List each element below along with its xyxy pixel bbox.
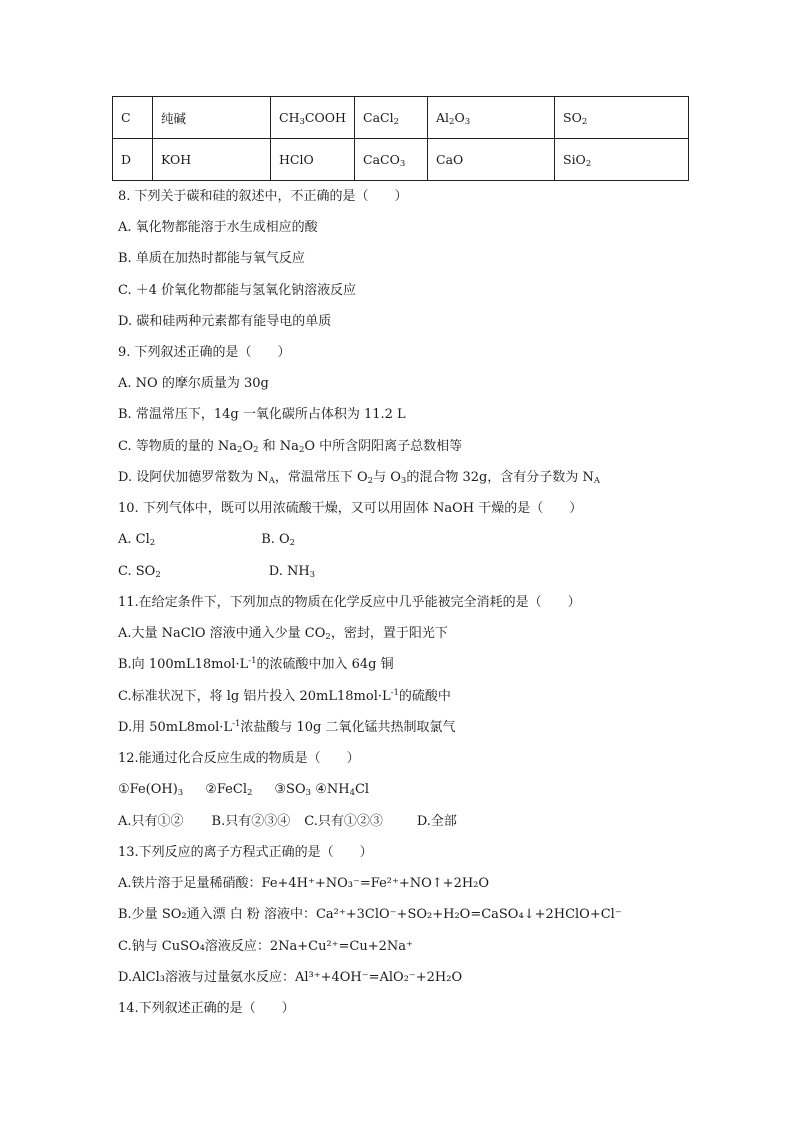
q13-option-d: D.AlCl₃溶液与过量氨水反应：Al³⁺+4OH⁻=AlO₂⁻+2H₂O xyxy=(118,970,463,985)
table-cell: HClO xyxy=(271,139,355,181)
q9-option-c: C. 等物质的量的 $Na_2O_2$ 和 $Na_2O$ 中所含阴阳离子总数相等 xyxy=(118,439,463,455)
q9-option-d: D. 设阿伏加德罗常数为 $N_A$，常温常压下 $O_2$与 $O_3$的混合物 32g，含有分子数为 $N_A$ xyxy=(118,470,600,486)
q11-option-d: D.用 $50mL8mol\cdot L^{-1}$浓盐酸与 10g 二氧化锰共热制取氯气 xyxy=(118,719,456,735)
q8-option-b: B. 单质在加热时都能与氧气反应 xyxy=(118,251,305,266)
q10-option-b: B. $O_2$ xyxy=(261,532,296,548)
q11-stem: 11.在给定条件下，下列加点的物质在化学反应中几乎能被完全消耗的是（ ） xyxy=(118,595,581,610)
q12-option-d: D.全部 xyxy=(416,814,457,829)
table-cell: CaO xyxy=(428,139,555,181)
q8-option-a: A. 氧化物都能溶于水生成相应的酸 xyxy=(118,220,318,235)
q10-options-row1 xyxy=(118,531,295,549)
table-row xyxy=(113,97,689,139)
q13-option-a: A.铁片溶于足量稀硝酸：Fe+4H⁺+NO₃⁻=Fe²⁺+NO↑+2H₂O xyxy=(118,876,490,891)
table-cell: 纯碱 xyxy=(153,97,271,139)
table-cell: C xyxy=(113,97,153,139)
q10-option-a: A. $Cl_2$ xyxy=(118,532,156,548)
q13-option-b: B.少量 SO₂通入漂 白 粉 溶液中：Ca²⁺+3ClO⁻+SO₂+H₂O=CaSO₄↓+2HClO+Cl⁻ xyxy=(118,907,622,922)
q10-stem: 10. 下列气体中，既可以用浓硫酸干燥，又可以用固体 NaOH 干燥的是（ ） xyxy=(118,501,583,516)
q12-option-c: C.只有①②③ xyxy=(304,814,383,829)
q8-option-d: D. 碳和硅两种元素都有能导电的单质 xyxy=(118,314,332,329)
table-cell: $Al_2O_3$ xyxy=(428,97,555,139)
table-cell: CaCl$_2$ xyxy=(355,97,428,139)
q12-option-b: B.只有②③④ xyxy=(211,814,291,829)
q10-option-c: C. $SO_2$ xyxy=(118,564,161,580)
q10-option-d: D. $NH_3$ xyxy=(268,564,316,580)
table-cell: CaCO$_3$ xyxy=(355,139,428,181)
q9-option-b: B. 常温常压下，14g 一氧化碳所占体积为 11.2 L xyxy=(118,407,406,422)
q12-stem: 12.能通过化合反应生成的物质是（ ） xyxy=(118,751,360,766)
q12-items: $①Fe(OH)_3$ ②FeCl$_2$ $③SO_3$ $④NH_4Cl$ xyxy=(118,782,370,798)
q12-options xyxy=(118,813,457,831)
q11-option-b: B.向 $100mL18mol\cdot L^{-1}$的浓硫酸中加入 64g 铜 xyxy=(118,656,394,672)
q13-option-c: C.钠与 CuSO₄溶液反应：2Na+Cu²⁺=Cu+2Na⁺ xyxy=(118,939,413,954)
table-cell: D xyxy=(113,139,153,181)
substance-table xyxy=(112,96,689,181)
q12-option-a: A.只有①② xyxy=(118,814,184,829)
table-row xyxy=(113,139,689,181)
q13-stem: 13.下列反应的离子方程式正确的是（ ） xyxy=(118,845,373,860)
q14-stem: 14.下列叙述正确的是（ ） xyxy=(118,1001,295,1016)
q9-stem: 9. 下列叙述正确的是（ ） xyxy=(118,345,291,360)
table-cell: $CH_3COOH$ xyxy=(271,97,355,139)
q8-stem: 8. 下列关于碳和硅的叙述中，不正确的是（ ） xyxy=(118,189,408,204)
q9-option-a: A. NO 的摩尔质量为 30g xyxy=(118,376,269,391)
q11-option-c: C.标准状况下，将 lg 铝片投入 $20mL18mol\cdot L^{-1}$的硫酸中 xyxy=(118,688,451,704)
table-cell: $SO_2$ xyxy=(555,97,689,139)
q11-option-a: A.大量 NaClO 溶液中通入少量 $CO_2$，密封，置于阳光下 xyxy=(118,626,448,642)
table-cell: KOH xyxy=(153,139,271,181)
q10-options-row2 xyxy=(118,563,315,581)
q8-option-c: C. ＋4 价氧化物都能与氢氧化钠溶液反应 xyxy=(118,283,357,298)
table-cell: SiO$_2$ xyxy=(555,139,689,181)
